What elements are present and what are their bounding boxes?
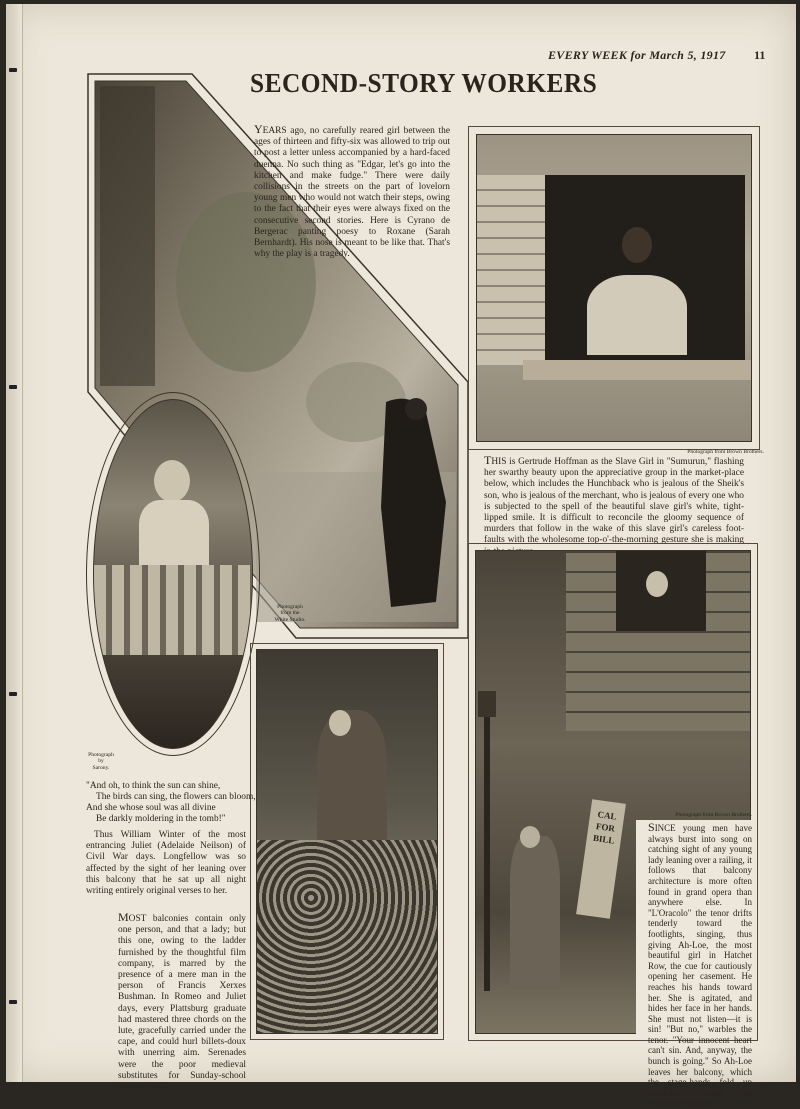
credit-brown-brothers-1: Photograph from Brown Brothers. <box>687 449 764 455</box>
credit-brown-brothers-2: Photograph from Brown Brothers. <box>675 812 752 818</box>
cyrano-article-text: YEARS ago, no carefully reared girl between the ages of thirteen and fifty-six was allowed to trip out to post a letter unless accompanied by a hard-faced duenna. No such thing as "Edgar, let's go into the kitchen and make fudge." There were daily collisions in the streets on the part of lovelorn young men who would not watch their steps, owing to the fact that their eyes were always fixed on the consecutive second stories. Here is Cyrano de Bergerac panting poesy to Roxane (Sarah Bernhardt). His nose is meant to be like that. That's why the play is a tragedy. <box>254 122 450 260</box>
binding-hole <box>9 68 17 72</box>
binding-hole <box>9 1000 17 1004</box>
drop-cap: M <box>118 910 129 924</box>
drop-cap: S <box>648 820 655 834</box>
slave-girl-photo <box>476 134 752 442</box>
page-number: 11 <box>754 48 766 62</box>
balconies-article-text: MOST balconies contain only one person, and that a lady; but this one, owing to the ladder furnished by the thoughtful film company, is marred by the presence of a mere man in the person of Francis Xerxes Bushman. In Romeo and Juliet days, every Plattsburg graduate had mastered three chords on the lute, gracefully carried under the cape, and could hurl billets-doux with unerring aim. Serenades were the poor medieval substitutes for Sunday-school picnics. Metro. <box>118 910 246 1093</box>
juliet-photo <box>93 399 253 749</box>
page-title: SECOND-STORY WORKERS <box>250 68 598 98</box>
drop-cap: Y <box>254 122 263 136</box>
juliet-article-text: Thus William Winter of the most entrancing Juliet (Adelaide Neilson) of Civil War days. Longfellow was so affected by the sight of her leaning over this balcony that he sat up all night writing entirely original verses to her. <box>86 830 246 897</box>
bill-sign: CAL FOR BILL <box>576 799 626 919</box>
juliet-poem: "And oh, to think the sun can shine, The birds can sing, the flowers can bloom, And she whose soul was all divine Be darkly moldering in the tomb!" <box>86 781 256 824</box>
loracolo-article-text: SINCE young men have always burst into song on catching sight of any young lady leaning over a railing, it follows that balcony architecture is more often found in grand opera than anywhere else. In "L'Oracolo" the tenor drifts tenderly toward the footlights, singing, thus giving Ah-Loe, the most beautiful girl in Hatchet Row, the cue for cautiously opening her casement. He reaches his hands toward her. She is agitated, and hides her face in her hands. She must not listen—it is sin! "But no," warbles the tenor. "Your innocent heart can't sin. And, anyway, the bunch is going." So Ah-Loe leaves her balcony, which the stage-hands fold up carefully behind the Florentine sunset. <box>648 820 752 1109</box>
slave-girl-article-text: THIS is Gertrude Hoffman as the Slave Girl in "Sumurun," flashing her swarthy beauty upon the appreciative group in the market-place below, which includes the Hunchback who is jealous of the Sheik's son, who is jealous of the merchant, who is jealous of every one who is subjected to the spell of the beautiful slave girl's white, tight-lipped smile. It is difficult to reconcile the gloomy sequence of murders that follow in the wake of this slave girl's careless foot-faults with the wholesome top-o'-the-morning gesture she is making <box>484 453 744 546</box>
binding-hole <box>9 385 17 389</box>
binding-hole <box>9 692 17 696</box>
running-head: EVERY WEEK for March 5, 1917 <box>548 48 726 62</box>
credit-sarony: Photograph by Sarony. <box>88 752 114 771</box>
credit-metro: Metro. <box>149 1085 165 1092</box>
page-binding <box>6 4 23 1082</box>
drop-cap: T <box>484 453 492 467</box>
romeo-photo <box>256 649 438 1034</box>
credit-white-studio: Photograph from the White Studio. <box>274 604 306 623</box>
